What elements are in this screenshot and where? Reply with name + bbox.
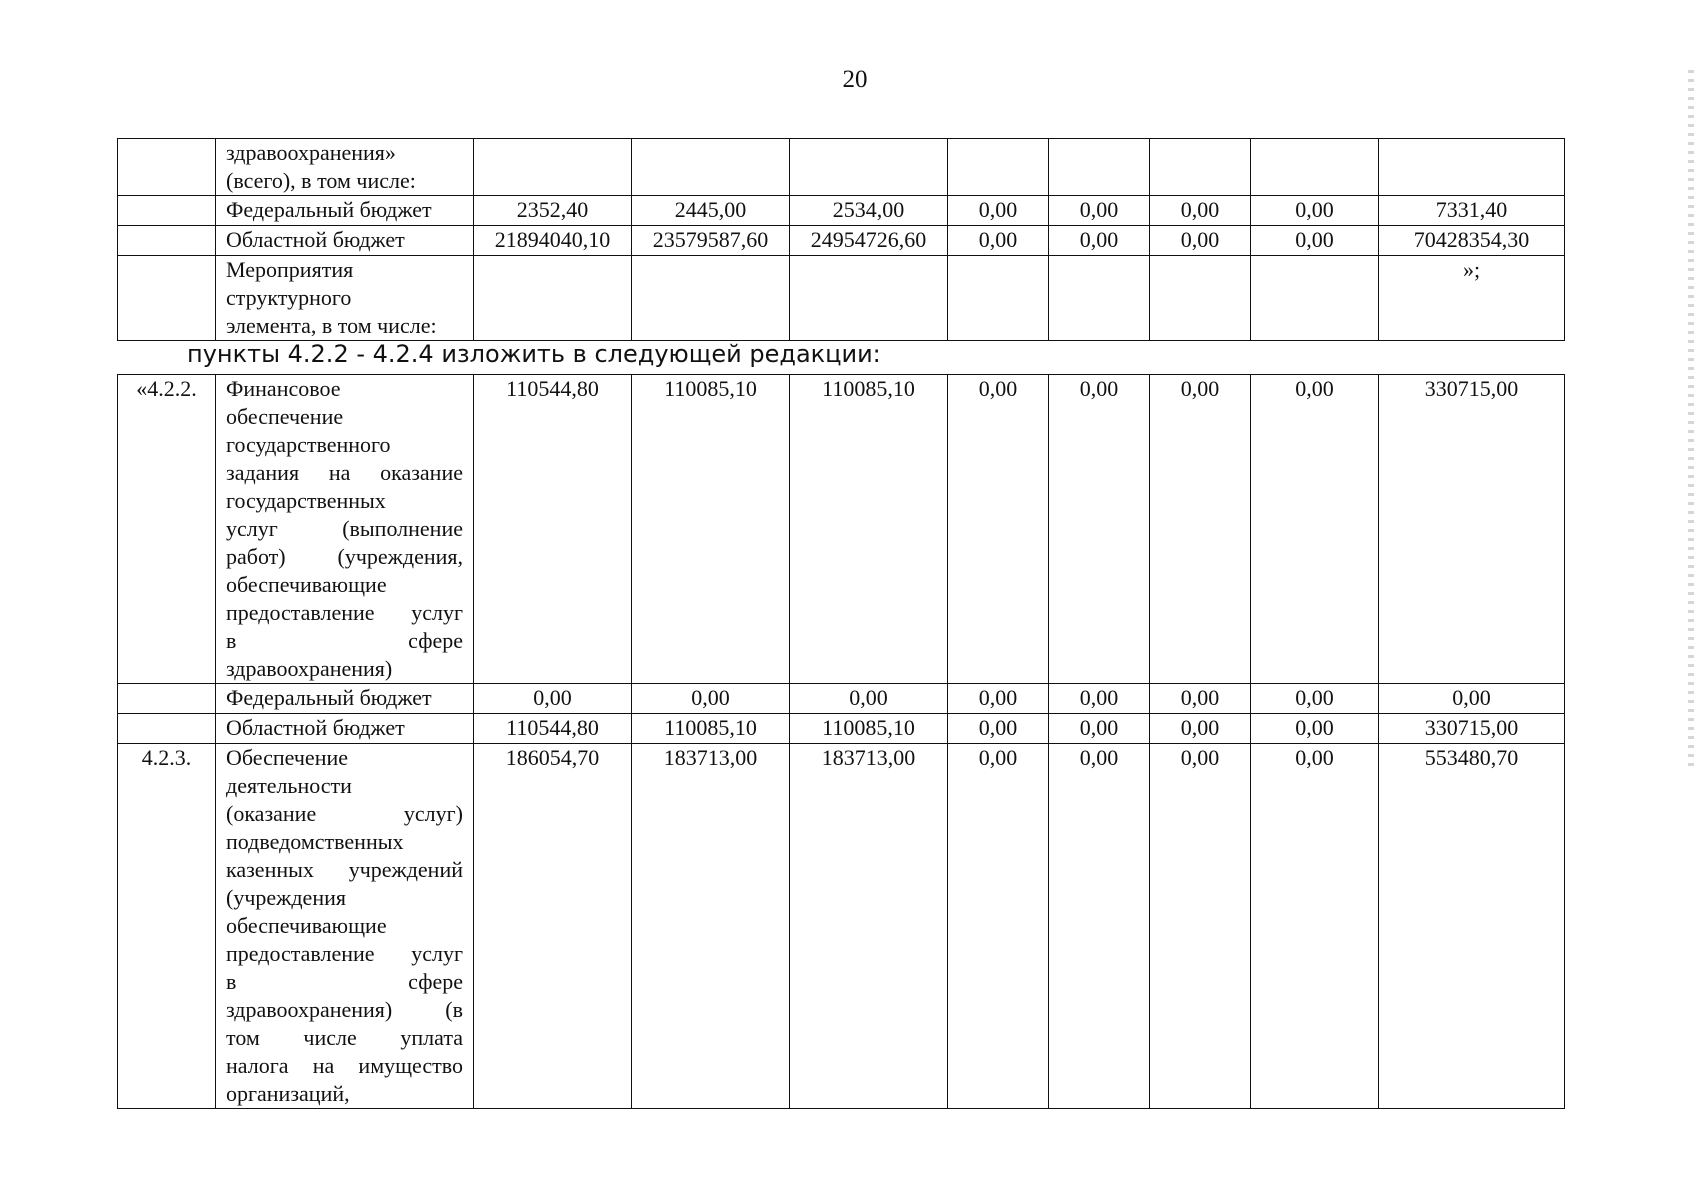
value-cell [474,256,632,341]
row-name-line: том числе уплата [226,1025,463,1050]
value-cell: 0,00 [1251,226,1379,256]
row-index-cell: «4.2.2. [118,375,216,684]
value-cell [790,256,948,341]
value-cell: 0,00 [1379,684,1565,714]
value-cell: 21894040,10 [474,226,632,256]
value-cell: 0,00 [948,744,1049,1109]
row-index-cell [118,684,216,714]
value-cell [1049,256,1150,341]
row-name-cell [216,256,474,341]
row-name-line: Областной бюджет [226,715,405,740]
value-cell: 0,00 [1150,744,1251,1109]
table-row [118,684,1565,714]
page-number: 20 [842,66,868,93]
row-index-cell [118,196,216,226]
value-cell [632,139,790,196]
value-cell [474,139,632,196]
value-cell: 183713,00 [790,744,948,1109]
value-cell: 183713,00 [632,744,790,1109]
row-name-line: (всего), в том числе: [226,168,416,193]
row-name-line: услуг (выполнение [226,516,463,541]
value-cell: 0,00 [474,684,632,714]
value-cell: 0,00 [1049,744,1150,1109]
value-cell: »; [1379,256,1565,341]
row-index-cell [118,139,216,196]
value-cell: 0,00 [948,196,1049,226]
value-cell: 0,00 [1251,744,1379,1109]
value-cell: 0,00 [790,684,948,714]
table-row [118,196,1565,226]
row-name-line: здравоохранения» [226,140,396,165]
value-cell: 110085,10 [632,375,790,684]
row-name-line: (оказание услуг) [226,801,463,826]
value-cell: 186054,70 [474,744,632,1109]
value-cell: 0,00 [1049,684,1150,714]
value-cell: 0,00 [1251,196,1379,226]
value-cell: 0,00 [948,375,1049,684]
row-name-line: казенных учреждений [226,857,463,882]
value-cell [1251,139,1379,196]
row-name-line: обеспечивающие [226,913,387,938]
value-cell: 0,00 [948,714,1049,744]
value-cell: 110085,10 [632,714,790,744]
value-cell: 110085,10 [790,714,948,744]
value-cell: 0,00 [1150,714,1251,744]
table-row [118,375,1565,684]
table-row [118,256,1565,341]
value-cell: 24954726,60 [790,226,948,256]
table-row [118,139,1565,196]
row-name-line: обеспечение [226,404,344,429]
row-name-line: здравоохранения) [226,656,393,681]
row-name-line: Федеральный бюджет [226,197,432,222]
value-cell: 0,00 [948,226,1049,256]
budget-table-new-edition [117,374,1565,1109]
row-index-cell [118,226,216,256]
value-cell: 0,00 [1049,226,1150,256]
row-name-line: Федеральный бюджет [226,685,432,710]
value-cell: 0,00 [1150,226,1251,256]
row-name-line: государственных [226,488,386,513]
value-cell: 0,00 [1049,375,1150,684]
value-cell [1379,139,1565,196]
row-name-cell [216,196,474,226]
amendment-instruction: пункты 4.2.2 - 4.2.4 изложить в следующей редакции: [187,340,881,368]
row-name-line: задания на оказание [226,460,463,485]
value-cell: 553480,70 [1379,744,1565,1109]
row-index-cell [118,714,216,744]
row-name-cell [216,226,474,256]
row-name-line: Областной бюджет [226,227,405,252]
budget-table-continued [117,138,1565,341]
row-name-line: работ) (учреждения, [226,544,463,569]
table-row [118,226,1565,256]
table-row [118,714,1565,744]
row-name-line: Обеспечение [226,745,348,770]
row-index-cell: 4.2.3. [118,744,216,1109]
row-name-line: в сфере [226,969,463,994]
value-cell: 0,00 [1150,375,1251,684]
row-name-line: здравоохранения) (в [226,997,463,1022]
value-cell [1150,139,1251,196]
value-cell: 110085,10 [790,375,948,684]
row-name-line: структурного [226,285,352,310]
row-name-cell [216,684,474,714]
value-cell: 23579587,60 [632,226,790,256]
value-cell: 0,00 [1251,684,1379,714]
value-cell: 0,00 [1049,196,1150,226]
value-cell: 0,00 [948,684,1049,714]
value-cell [1251,256,1379,341]
value-cell [790,139,948,196]
row-name-cell [216,139,474,196]
value-cell: 7331,40 [1379,196,1565,226]
scan-edge-marks [1688,70,1694,770]
row-index-cell [118,256,216,341]
row-name-line: обеспечивающие [226,572,387,597]
value-cell: 0,00 [1251,375,1379,684]
value-cell: 0,00 [1049,714,1150,744]
value-cell: 2445,00 [632,196,790,226]
row-name-line: Финансовое [226,376,341,401]
row-name-line: элемента, в том числе: [226,313,437,338]
row-name-cell [216,375,474,684]
row-name-line: организаций, [226,1081,350,1106]
row-name-line: Мероприятия [226,257,354,282]
value-cell [948,139,1049,196]
row-name-line: подведомственных [226,829,404,854]
row-name-line: (учреждения [226,885,346,910]
value-cell [1150,256,1251,341]
value-cell [1049,139,1150,196]
value-cell: 110544,80 [474,714,632,744]
value-cell: 70428354,30 [1379,226,1565,256]
value-cell: 0,00 [1150,684,1251,714]
value-cell: 2534,00 [790,196,948,226]
value-cell [632,256,790,341]
value-cell: 330715,00 [1379,714,1565,744]
table-row [118,744,1565,1109]
row-name-cell [216,744,474,1109]
value-cell: 0,00 [632,684,790,714]
row-name-line: деятельности [226,773,352,798]
value-cell: 330715,00 [1379,375,1565,684]
value-cell: 0,00 [1150,196,1251,226]
row-name-line: налога на имущество [226,1053,463,1078]
value-cell: 0,00 [1251,714,1379,744]
row-name-line: государственного [226,432,391,457]
row-name-cell [216,714,474,744]
value-cell [948,256,1049,341]
value-cell: 110544,80 [474,375,632,684]
row-name-line: предоставление услуг [226,941,463,966]
row-name-line: в сфере [226,628,463,653]
value-cell: 2352,40 [474,196,632,226]
row-name-line: предоставление услуг [226,600,463,625]
